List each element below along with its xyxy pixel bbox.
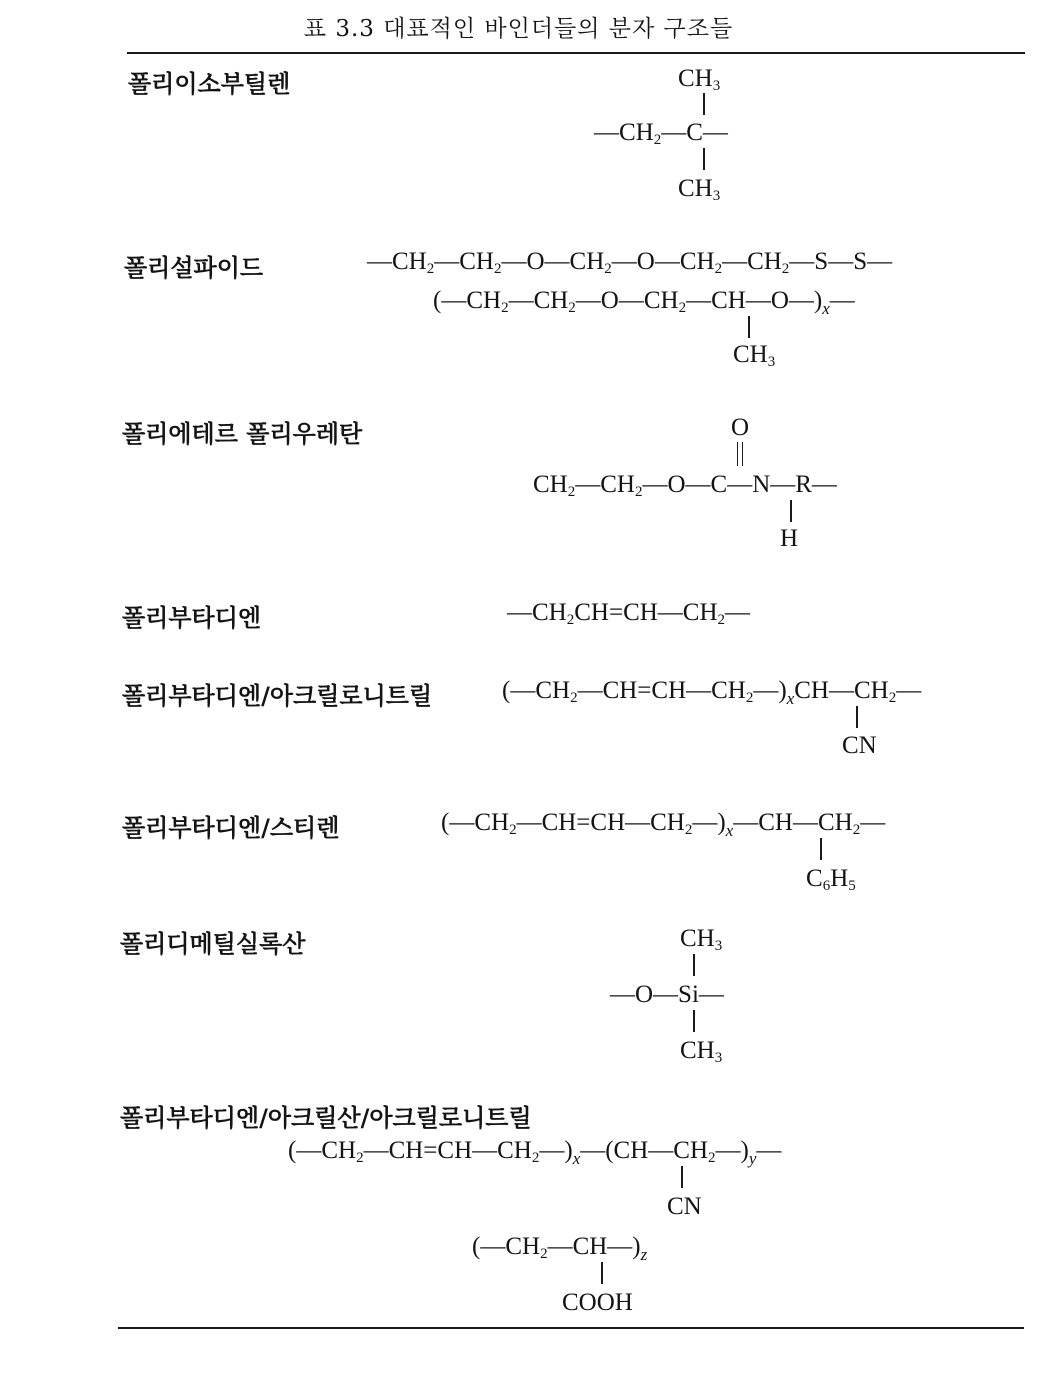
formula-line: CN: [842, 732, 877, 759]
formula-line: O: [731, 414, 750, 441]
binder-name-pbaan: 폴리부타디엔/아크릴산/아크릴로니트릴: [120, 1104, 532, 1132]
formula-line: H: [780, 525, 799, 552]
binder-name-polyisobutylene: 폴리이소부틸렌: [128, 70, 291, 98]
formula-line: $—CH_2CH=CH—CH_2—$: [507, 599, 751, 628]
formula-line: $CH_3$: [680, 1037, 723, 1066]
binder-name-polydimethylsiloxane: 폴리디메틸실록산: [120, 930, 306, 958]
formula-line: $(—CH_2—CH—)_z$: [472, 1233, 648, 1264]
formula-line: $(—CH_2—CH=CH—CH_2—)_xCH—CH_2—$: [502, 677, 922, 708]
formula-line: COOH: [562, 1289, 633, 1316]
formula-line: $(—CH_2—CH_2—O—CH_2—CH—O—)_x—$: [433, 287, 855, 318]
binder-name-polybutadiene-styrene: 폴리부타디엔/스티렌: [122, 814, 340, 842]
formula-line: $CH_3$: [733, 341, 776, 370]
formula-line: $CH_2—CH_2—O—C—N—R—$: [533, 471, 837, 500]
formula-line: $(—CH_2—CH=CH—CH_2—)_x—(CH—CH_2—)_y—$: [288, 1137, 782, 1168]
binder-name-polybutadiene-acrylonitrile: 폴리부타디엔/아크릴로니트릴: [122, 682, 433, 710]
bottom-rule: [118, 1327, 1024, 1329]
formula-line: $C_6H_5$: [806, 865, 856, 894]
top-rule: [127, 52, 1025, 54]
binder-name-polybutadiene: 폴리부타디엔: [122, 604, 262, 632]
binder-name-polyether-polyurethane: 폴리에테르 폴리우레탄: [122, 420, 363, 448]
formula-line: CN: [667, 1193, 702, 1220]
formula-line: $(—CH_2—CH=CH—CH_2—)_x—CH—CH_2—$: [441, 809, 886, 840]
binder-name-polysulfide: 폴리설파이드: [124, 254, 264, 282]
formula-line: $CH_3$: [680, 925, 723, 954]
formula-line: $CH_3$: [678, 65, 721, 94]
formula-line: $CH_3$: [678, 175, 721, 204]
formula-line: —O—Si—: [610, 981, 724, 1008]
table-title: 표 3.3 대표적인 바인더들의 분자 구조들: [303, 16, 734, 42]
formula-line: $—CH_2—CH_2—O—CH_2—O—CH_2—CH_2—S—S—$: [367, 248, 893, 277]
formula-line: $—CH_2—C—$: [594, 119, 728, 148]
